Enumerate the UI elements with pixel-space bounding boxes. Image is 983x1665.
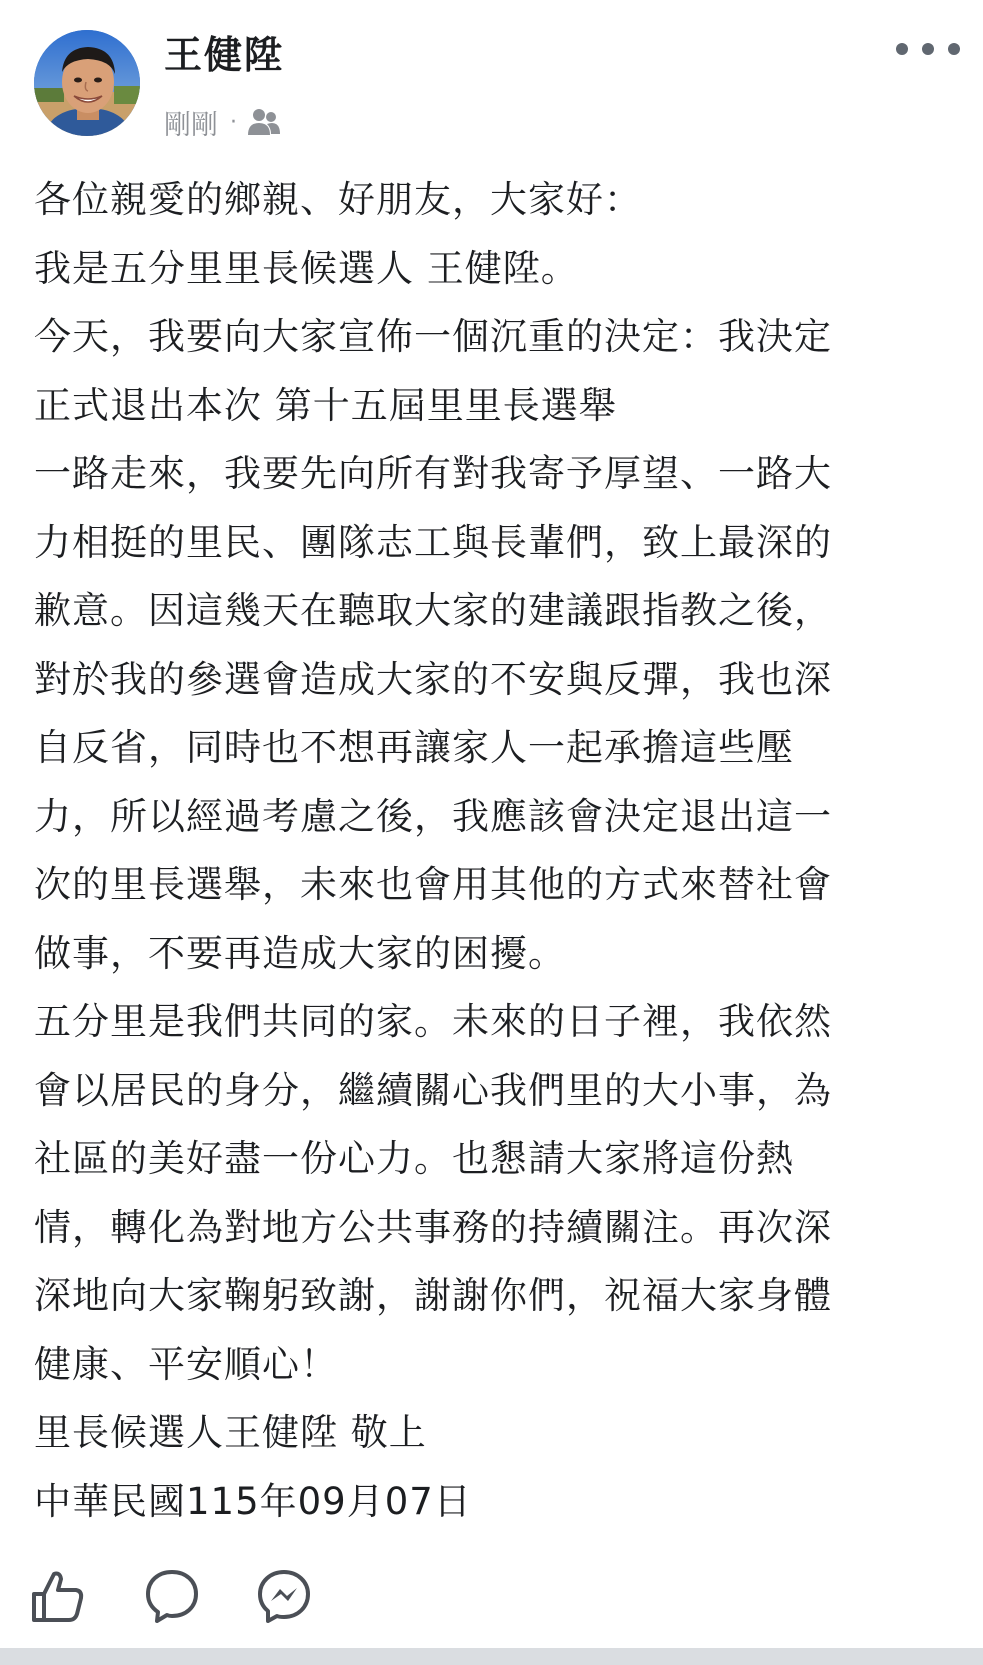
post-body-line: 力，所以經過考慮之後，我應該會決定退出這一 bbox=[34, 794, 832, 838]
post-body bbox=[34, 166, 934, 1536]
post-body-line: 五分里是我們共同的家。未來的日子裡，我依然 bbox=[34, 1000, 832, 1043]
post-body-line: 正式退出本次 第十五屆里里長選舉 bbox=[34, 383, 617, 427]
comment-icon bbox=[144, 1568, 208, 1624]
post-body-line: 健康、平安順心！ bbox=[34, 1342, 338, 1386]
feed-divider bbox=[0, 1648, 983, 1665]
post-body-line: 各位親愛的鄉親、好朋友，大家好： bbox=[34, 178, 642, 221]
meta-separator: · bbox=[230, 109, 237, 135]
post-body-line: 會以居民的身分，繼續關心我們里的大小事，為 bbox=[34, 1068, 832, 1112]
more-horizontal-icon bbox=[922, 43, 934, 55]
more-horizontal-icon bbox=[948, 43, 960, 55]
post-body-line: 對於我的參選會造成大家的不安與反彈，我也深 bbox=[34, 657, 832, 701]
post-body-line: 歉意。因這幾天在聽取大家的建議跟指教之後， bbox=[34, 589, 832, 632]
post-body-line: 力相挺的里民、團隊志工與長輩們，致上最深的 bbox=[34, 520, 832, 564]
messenger-share-button[interactable] bbox=[256, 1568, 320, 1632]
post-body-line: 情，轉化為對地方公共事務的持續關注。再次深 bbox=[34, 1205, 832, 1249]
comment-button[interactable] bbox=[144, 1568, 208, 1632]
post-actions bbox=[30, 1568, 930, 1638]
post-body-line: 今天，我要向大家宣佈一個沉重的決定：我決定 bbox=[34, 315, 832, 358]
post-meta bbox=[164, 102, 281, 142]
author-name[interactable]: 王健陞 bbox=[164, 33, 285, 77]
post-body-line: 做事，不要再造成大家的困擾。 bbox=[34, 931, 566, 975]
post-body-line: 次的里長選舉，未來也會用其他的方式來替社會 bbox=[34, 863, 832, 906]
post-header bbox=[0, 0, 983, 150]
post-body-line: 社區的美好盡一份心力。也懇請大家將這份熱 bbox=[34, 1137, 794, 1180]
more-horizontal-icon bbox=[896, 43, 908, 55]
thumbs-up-icon bbox=[30, 1568, 94, 1624]
post-timestamp[interactable]: 剛剛 bbox=[164, 109, 218, 141]
friends-icon bbox=[247, 108, 281, 136]
post-body-line: 自反省，同時也不想再讓家人一起承擔這些壓 bbox=[34, 726, 794, 769]
avatar-image bbox=[34, 30, 140, 136]
author-avatar[interactable] bbox=[34, 30, 140, 136]
like-button[interactable] bbox=[30, 1568, 94, 1632]
more-options-button[interactable] bbox=[896, 34, 960, 64]
post-body-line: 中華民國115年09月07日 bbox=[34, 1479, 472, 1523]
post-body-line: 里長候選人王健陞 敬上 bbox=[34, 1411, 427, 1454]
post-body-line: 一路走來，我要先向所有對我寄予厚望、一路大 bbox=[34, 452, 832, 495]
post-body-line: 深地向大家鞠躬致謝，謝謝你們，祝福大家身體 bbox=[34, 1274, 832, 1317]
post-body-line: 我是五分里里長候選人 王健陞。 bbox=[34, 246, 579, 290]
messenger-icon bbox=[256, 1568, 320, 1624]
